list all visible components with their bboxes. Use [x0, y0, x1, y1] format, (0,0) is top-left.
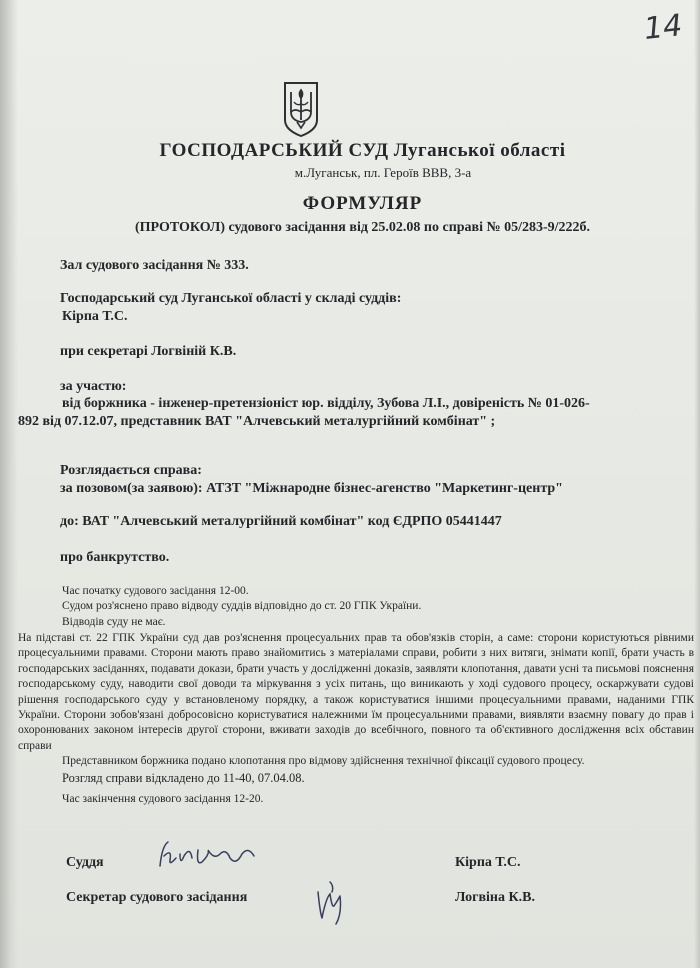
recusal-explained: Судом роз'яснено право відводу суддів відповідно до ст. 20 ГПК України.: [62, 600, 422, 612]
subject-line: про банкрутство.: [60, 550, 170, 565]
trident-emblem-icon: [281, 80, 321, 138]
secretary-signature-name: Логвіна К.В.: [455, 890, 535, 905]
start-time: Час початку судового засідання 12-00.: [62, 585, 249, 597]
judge-handwritten-signature: [150, 836, 270, 876]
court-name: [0, 140, 700, 162]
court-address: м.Луганськ, пл. Героїв ВВВ, 3-а: [294, 165, 472, 180]
secretary-signature-label: Секретар судового засідання: [66, 890, 248, 905]
protocol-line: (ПРОТОКОЛ) судового засідання від 25.02.08 по справі № 05/283-9/222б.: [134, 220, 591, 235]
hall-line: Зал судового засідання № 333.: [60, 258, 249, 273]
postponed-line: Розгляд справи відкладено до 11-40, 07.04.08.: [62, 771, 305, 785]
case-label: Розглядається справа:: [60, 463, 202, 478]
secretary-handwritten-signature: [312, 878, 352, 928]
judge-name: Кірпа Т.С.: [62, 309, 128, 324]
judge-signature-name: Кірпа Т.С.: [455, 855, 521, 870]
court-name-main: ГОСПОДАРСЬКИЙ СУД: [159, 140, 389, 161]
participant-line-2: 892 від 07.12.07, представник ВАТ "Алчевський металургійний комбінат" ;: [18, 414, 496, 429]
document-title: ФОРМУЛЯР: [302, 193, 423, 214]
motion-line: Представником боржника подано клопотання про відмову здійснення технічної фіксації судового процесу.: [62, 755, 585, 767]
secretary-line: при секретарі Логвіній К.В.: [60, 344, 237, 359]
participant-line-1: від боржника - інженер-претензіоніст юр. відділу, Зубова Л.І., довіреність № 01-026-: [62, 396, 590, 411]
no-recusal: Відводів суду не має.: [62, 616, 166, 628]
respondent-line: до: ВАТ "Алчевський металургійний комбінат" код ЄДРПО 05441447: [60, 514, 502, 529]
judge-signature-label: Суддя: [66, 855, 104, 870]
end-time: Час закінчення судового засідання 12-20.: [62, 793, 264, 805]
court-region: Луганської області: [393, 140, 566, 161]
participation-label: за участю:: [60, 379, 127, 394]
rights-paragraph: На підставі ст. 22 ГПК України суд дав роз'яснення процесуальних прав та обов'язків сторін, а саме: сторони користуються рівними процесуальними правами. Сторони мають право знайомитись з матеріалами справи, робити з них витяги, знімати копії, брати участь в господарських засіданнях, подавати докази, брати участь у дослідженні доказів, заявляти клопотання, давати усні та письмові пояснення господарському суду, наводити свої доводи та міркування з усіх питань, що виникають у ході судового процесу, оскаржувати судові рішення господарського суду у встановленому порядку, а також користуватися іншими процесуальними правами, наданими ГПК України. Сторони зобов'язані добросовісно користуватися належними їм процесуальними правами, виявляти взаємну повагу до прав і охоронюваних законом інтересів другої сторони, вживати заходів до всебічного, повного та об'єктивного дослідження всіх обставин справи: [18, 632, 694, 752]
court-composition: Господарський суд Луганської області у складі суддів:: [60, 291, 402, 306]
claimant-line: за позовом(за заявою): АТЗТ "Міжнародне бізнес-агенство "Маркетинг-центр": [60, 481, 563, 496]
page-number: 14: [642, 8, 684, 47]
